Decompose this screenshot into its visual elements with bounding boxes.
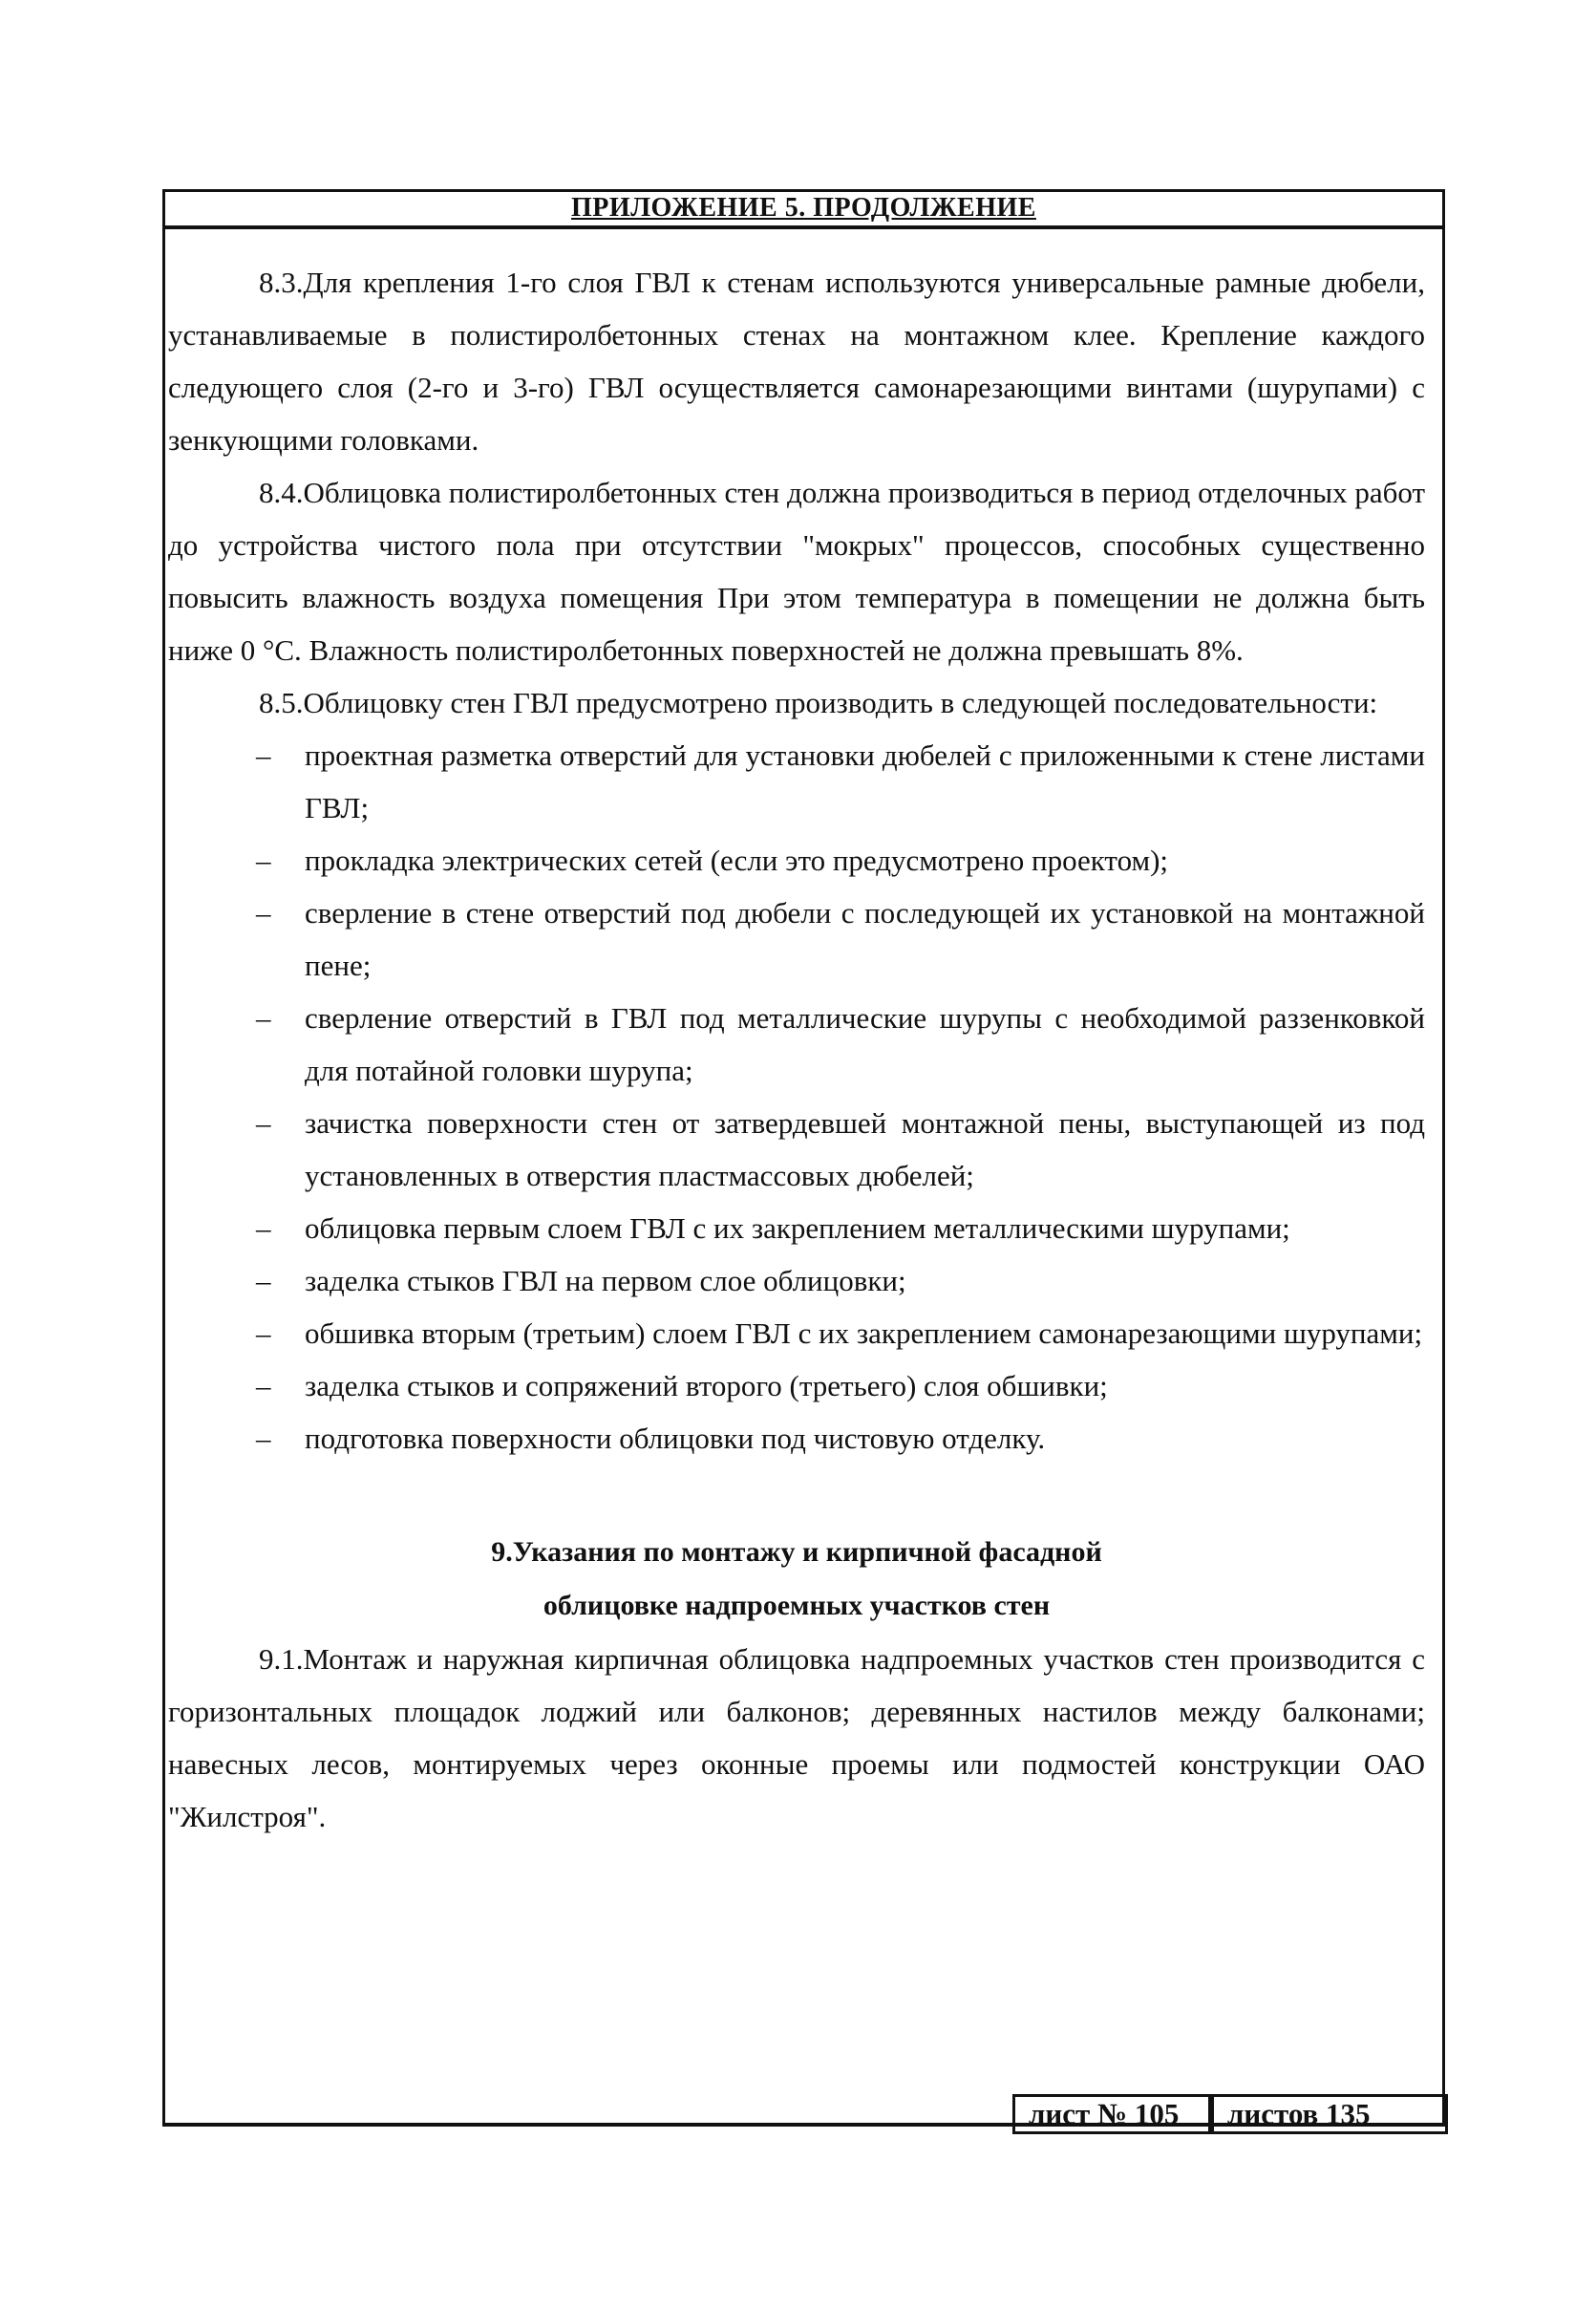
list-dash: – — [256, 1001, 271, 1035]
list-dash: – — [256, 738, 271, 772]
list-item — [168, 834, 1425, 887]
list-item-text: подготовка поверхности облицовки под чистовую отделку. — [305, 1422, 1046, 1455]
list-item — [168, 1307, 1425, 1359]
list-item-text: проектная разметка отверстий для установки дюбелей с приложенными к стене листами ГВЛ; — [305, 738, 1425, 824]
list-item — [168, 1412, 1425, 1465]
list-dash: – — [256, 1316, 271, 1350]
paragraph-8-3: 8.3.Для крепления 1-го слоя ГВЛ к стенам используются универсальные рамные дюбели, устанавливаемые в полистиролбетонных стенах на монтажном клее. Крепление каждого следующего слоя (2-го и 3-го) ГВЛ осуществляется самонарезающими винтами (шурупами) с зенкующими головками. — [168, 266, 1425, 457]
list-dash: – — [256, 1211, 271, 1245]
list-item — [168, 729, 1425, 834]
procedure-list — [168, 729, 1425, 1465]
section-9-title — [168, 1526, 1425, 1633]
list-dash: – — [256, 1422, 271, 1455]
paragraph-9-1: 9.1.Монтаж и наружная кирпичная облицовка надпроемных участков стен производится с горизонтальных площадок лоджий или балконов; деревянных настилов между балконами; навесных лесов, монтируемых через оконные проемы или подмостей конструкции ОАО "Жилстроя". — [168, 1642, 1425, 1833]
sheet-number-box: лист № 105 — [1012, 2094, 1211, 2134]
list-item — [168, 1097, 1425, 1202]
total-sheets-box: листов 135 — [1211, 2094, 1448, 2134]
section-9-title-line-2: облицовке надпроемных участков стен — [543, 1590, 1051, 1621]
list-item-text: обшивка вторым (третьим) слоем ГВЛ с их закреплением самонарезающими шурупами; — [305, 1316, 1423, 1350]
document-body — [168, 256, 1425, 1843]
paragraph-8-4: 8.4.Облицовка полистиролбетонных стен должна производиться в период отделочных работ до устройства чистого пола при отсутствии "мокрых" процессов, способных существенно повысить влажность воздуха помещения При этом температура в помещении не должна быть ниже 0 °С. Влажность полистиролбетонных поверхностей не должна превышать 8%. — [168, 476, 1425, 667]
list-item-text: облицовка первым слоем ГВЛ с их закреплением металлическими шурупами; — [305, 1211, 1290, 1245]
list-item — [168, 1254, 1425, 1307]
section-9-title-line-1: 9.Указания по монтажу и кирпичной фасадной — [491, 1536, 1102, 1568]
list-dash: – — [256, 1369, 271, 1402]
page-header-title: ПРИЛОЖЕНИЕ 5. ПРОДОЛЖЕНИЕ — [162, 189, 1445, 229]
list-item — [168, 1359, 1425, 1412]
list-item-text: прокладка электрических сетей (если это предусмотрено проектом); — [305, 844, 1169, 877]
list-dash: – — [256, 1106, 271, 1140]
list-dash: – — [256, 896, 271, 930]
list-item-text: заделка стыков и сопряжений второго (третьего) слоя обшивки; — [305, 1369, 1108, 1402]
list-dash: – — [256, 1264, 271, 1297]
list-item-text: зачистка поверхности стен от затвердевшей монтажной пены, выступающей из под установленных в отверстия пластмассовых дюбелей; — [305, 1106, 1425, 1192]
list-item-text: сверление отверстий в ГВЛ под металлические шурупы с необходимой раззенковкой для потайной головки шурупа; — [305, 1001, 1425, 1087]
list-dash: – — [256, 844, 271, 877]
list-item — [168, 1202, 1425, 1254]
list-item-text: заделка стыков ГВЛ на первом слое облицовки; — [305, 1264, 906, 1297]
paragraph-8-5: 8.5.Облицовку стен ГВЛ предусмотрено производить в следующей последовательности: — [259, 686, 1378, 719]
list-item — [168, 992, 1425, 1097]
list-item — [168, 887, 1425, 992]
list-item-text: сверление в стене отверстий под дюбели с последующей их установкой на монтажной пене; — [305, 896, 1425, 982]
